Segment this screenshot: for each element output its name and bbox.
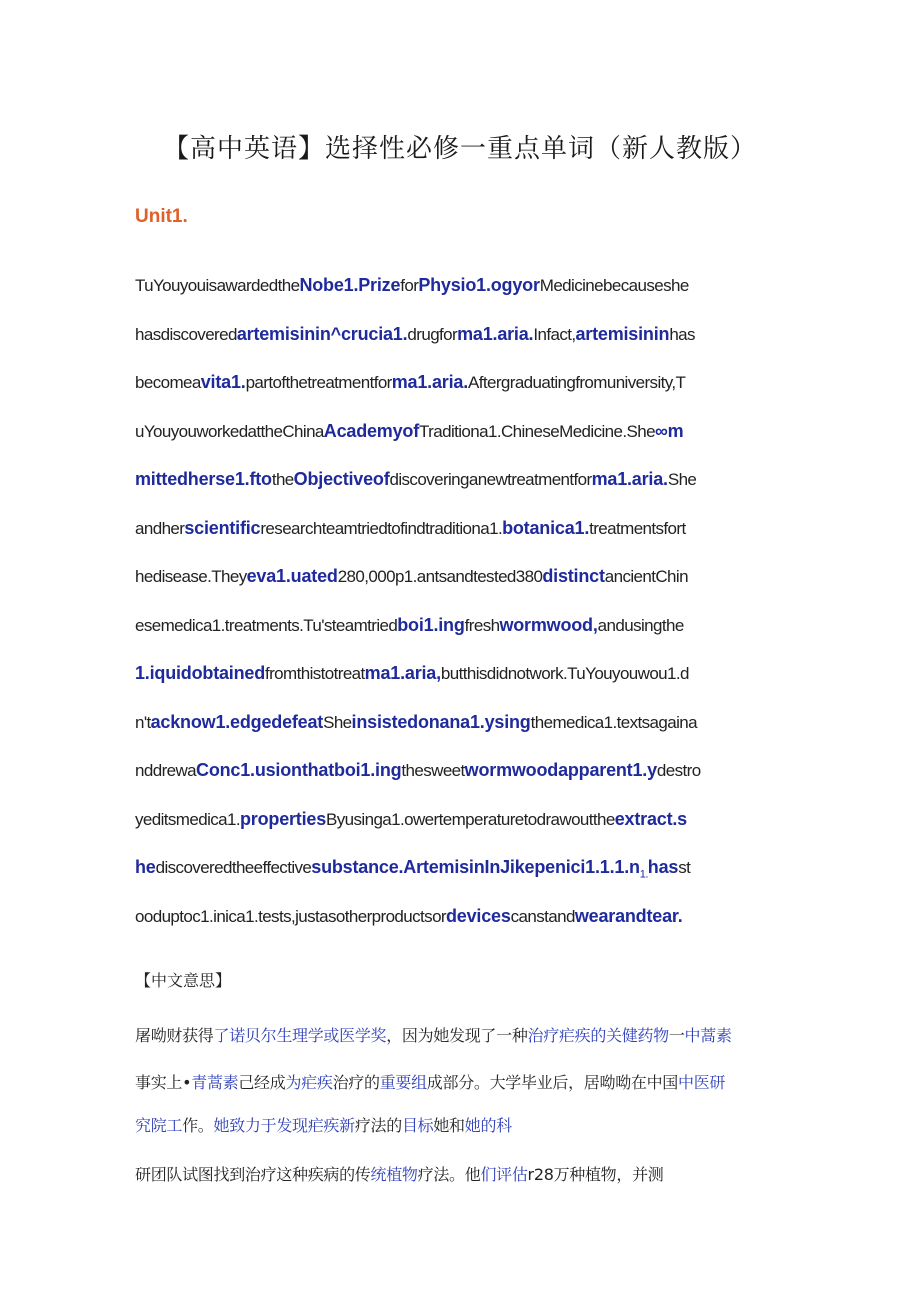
key-vocabulary: insistedonana1.ysing xyxy=(351,711,531,732)
passage-text: nddrewa xyxy=(135,761,197,780)
chinese-text: ，因为她发现了一种 xyxy=(386,1026,528,1045)
passage-text: Byusinga1.owertemperaturetodrawoutthe xyxy=(326,809,615,829)
passage-text: 280,000p1.antsandtested380 xyxy=(337,567,543,586)
chinese-text: 屠呦财获得 xyxy=(135,1026,214,1045)
key-vocabulary: ma1.aria. xyxy=(457,323,534,344)
chinese-text: 作。 xyxy=(182,1116,214,1135)
key-vocabulary: artemisinin^crucia1. xyxy=(236,323,408,344)
key-vocabulary: vita1. xyxy=(200,372,246,392)
highlighted-phrase: 目标 xyxy=(401,1116,434,1135)
chinese-text: 治疗的 xyxy=(332,1073,380,1092)
key-vocabulary: extract.s xyxy=(614,808,687,829)
english-passage xyxy=(135,271,785,950)
key-vocabulary: mittedherse1.fto xyxy=(135,469,272,489)
chinese-line xyxy=(135,1070,795,1093)
passage-text: treatmentsfort xyxy=(589,518,686,538)
highlighted-phrase: 她的科 xyxy=(464,1116,512,1135)
passage-text: TuYouyouisawardedthe xyxy=(135,276,300,295)
highlighted-phrase: 她致力于发现疟疾新 xyxy=(213,1116,355,1135)
key-vocabulary: Objectiveof xyxy=(293,469,390,489)
key-vocabulary: ma1.aria. xyxy=(591,469,668,489)
passage-text: for xyxy=(400,276,419,295)
key-vocabulary: ma1.aria. xyxy=(391,372,468,392)
chinese-line xyxy=(135,1162,795,1185)
passage-text: She xyxy=(323,712,352,732)
english-line xyxy=(135,708,785,757)
highlighted-phrase: 们评估 xyxy=(480,1165,528,1184)
english-line xyxy=(135,611,785,660)
passage-text: Medicinebecauseshe xyxy=(539,276,689,295)
passage-text: Infact, xyxy=(533,324,576,344)
chinese-text: 一 xyxy=(668,1026,685,1045)
english-line xyxy=(135,756,785,805)
passage-text: canstand xyxy=(510,906,575,926)
key-vocabulary: scientific xyxy=(184,517,261,538)
english-line xyxy=(135,659,785,708)
passage-text: hasdiscovered xyxy=(135,324,237,344)
key-vocabulary: wearandtear. xyxy=(574,905,683,926)
key-vocabulary: distinct xyxy=(542,566,605,586)
passage-text: fromthistotreat xyxy=(265,664,365,683)
passage-text: c1.inica1.tests,justasotherproductsor xyxy=(192,906,446,926)
chinese-text: 疗法。他 xyxy=(417,1165,481,1184)
chinese-meaning-label: 【中文意思】 xyxy=(135,971,232,990)
english-line xyxy=(135,562,785,611)
key-vocabulary: wormwood, xyxy=(499,614,598,635)
key-vocabulary: acknow1.edgedefeat xyxy=(150,711,324,732)
passage-text: ancientChin xyxy=(604,567,688,586)
key-vocabulary: 1.iquidobtained xyxy=(135,663,265,683)
page-title: 【高中英语】选择性必修一重点单词（新人教版） xyxy=(162,134,757,164)
chinese-text: 事实上• xyxy=(135,1073,192,1092)
highlighted-phrase: 中医研 xyxy=(678,1073,726,1092)
passage-text: researchteamtriedtofindtraditiona1. xyxy=(260,518,503,538)
passage-text: esemedica1.treatments.Tu'steamtried xyxy=(135,615,398,635)
passage-text: andusingthe xyxy=(597,615,684,635)
key-vocabulary: boi1.ing xyxy=(397,614,465,635)
english-line xyxy=(135,902,785,951)
key-vocabulary: Nobe1.Prize xyxy=(299,275,401,295)
highlighted-phrase: 中蒿素 xyxy=(684,1026,732,1045)
passage-text: oodupto xyxy=(135,906,193,926)
passage-text: n't xyxy=(135,712,151,732)
chinese-text: 研团队试图找到治疗这种疾病的传 xyxy=(135,1165,371,1184)
passage-text: partofthetreatmentfor xyxy=(245,373,392,392)
key-vocabulary: ma1.aria, xyxy=(364,663,441,683)
passage-text: Aftergraduatingfromuniversity,T xyxy=(468,373,686,392)
key-vocabulary: eva1.uated xyxy=(246,566,338,586)
key-vocabulary: Conc1.usionthatboi1.ing xyxy=(196,760,402,780)
passage-text: She xyxy=(667,470,697,489)
subscript-text: 1. xyxy=(639,868,648,881)
passage-text: discoveringanewtreatmentfor xyxy=(389,470,592,489)
passage-text: thesweet xyxy=(401,761,465,780)
highlighted-phrase: 为疟疾 xyxy=(285,1073,333,1092)
english-line xyxy=(135,853,785,902)
passage-text: discoveredtheeffective xyxy=(155,858,312,877)
passage-text: st xyxy=(678,858,691,877)
chinese-text: 成部分。大学毕业后，居呦呦在中国 xyxy=(426,1073,678,1092)
chinese-line xyxy=(135,1113,795,1136)
english-line xyxy=(135,465,785,514)
key-vocabulary: has xyxy=(647,857,679,877)
english-line xyxy=(135,805,785,854)
passage-text: butthisdidnotwork.TuYouyouwou1.d xyxy=(440,664,689,683)
key-vocabulary: botanica1. xyxy=(502,517,590,538)
english-line xyxy=(135,514,785,563)
passage-text: andher xyxy=(135,518,185,538)
key-vocabulary: properties xyxy=(240,808,327,829)
passage-text: yeditsmedica1. xyxy=(135,809,240,829)
highlighted-phrase: 重要组 xyxy=(379,1073,427,1092)
key-vocabulary: substance.ArtemisinInJikepenici1.1.1.n xyxy=(311,857,640,877)
english-line xyxy=(135,271,785,320)
passage-text: destro xyxy=(656,761,701,780)
highlighted-phrase: 究院工 xyxy=(135,1116,183,1135)
passage-text: hedisease.They xyxy=(135,567,247,586)
passage-text: Traditiona1.ChineseMedicine.She xyxy=(419,421,655,441)
passage-text: becomea xyxy=(135,373,201,392)
passage-text: fresh xyxy=(464,615,500,635)
passage-text: has xyxy=(669,324,695,344)
chinese-text: 己经成 xyxy=(238,1073,286,1092)
highlighted-phrase: 青蒿素 xyxy=(191,1073,239,1092)
highlighted-phrase: 统植物 xyxy=(370,1165,418,1184)
highlighted-phrase: 治疗疟疾的关健药物 xyxy=(527,1026,669,1045)
key-vocabulary: devices xyxy=(445,905,511,926)
key-vocabulary: he xyxy=(135,857,156,877)
key-vocabulary: ∞m xyxy=(654,420,684,441)
key-vocabulary: Academyof xyxy=(323,420,420,441)
chinese-text: 她和 xyxy=(433,1116,465,1135)
passage-text: themedica1.textsagaina xyxy=(530,712,697,732)
passage-text: uYouyouworkedattheChina xyxy=(135,421,324,441)
chinese-line xyxy=(135,1023,795,1046)
highlighted-phrase: 了诺贝尔生理学或医学奖 xyxy=(213,1026,387,1045)
english-line xyxy=(135,320,785,369)
chinese-text: 疗法的 xyxy=(354,1116,402,1135)
key-vocabulary: Physio1.ogyor xyxy=(418,275,540,295)
key-vocabulary: artemisinin xyxy=(575,323,670,344)
unit-heading: Unit1. xyxy=(135,206,188,227)
passage-text: drugfor xyxy=(407,324,458,344)
passage-text: the xyxy=(271,470,294,489)
chinese-text: r28万种植物，并测 xyxy=(527,1165,664,1184)
key-vocabulary: wormwoodapparent1.y xyxy=(464,760,657,780)
english-line xyxy=(135,417,785,466)
english-line xyxy=(135,368,785,417)
